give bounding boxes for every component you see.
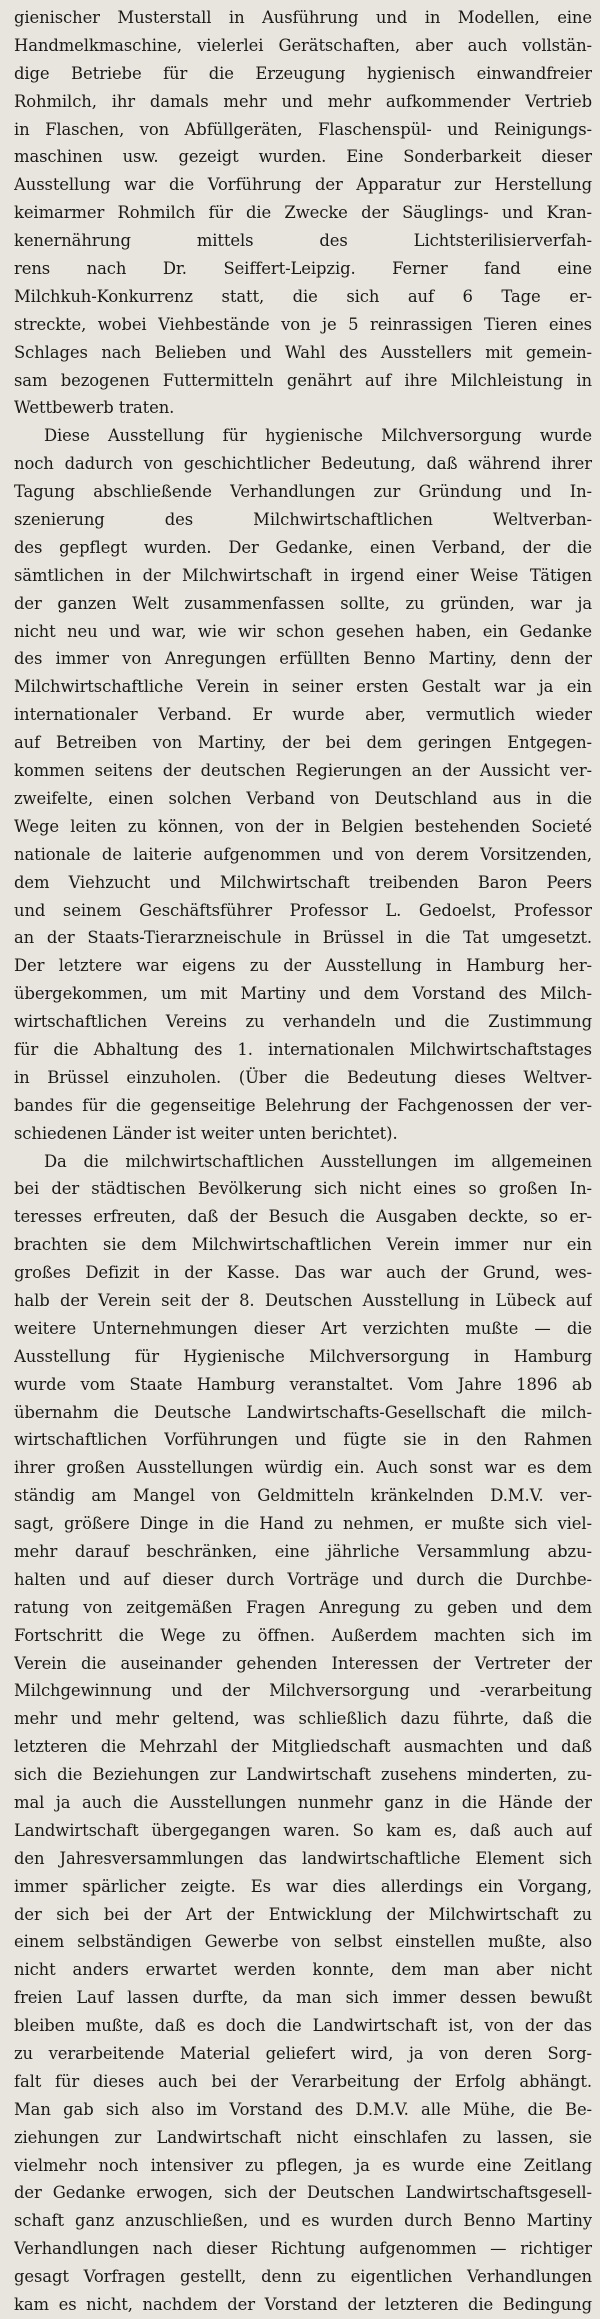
text-line: falt für dieses auch bei der Verarbeitung der Erfolg abhängt. — [14, 2071, 592, 2091]
text-line: weitere Unternehmungen dieser Art verzichten mußte — die — [14, 1318, 592, 1338]
text-line: teresses erfreuten, daß der Besuch die Ausgaben deckte, so er- — [14, 1207, 592, 1227]
text-line: maschinen usw. gezeigt wurden. Eine Sonderbarkeit dieser — [14, 147, 592, 167]
text-line: brachten sie dem Milchwirtschaftlichen Verein immer nur ein — [14, 1235, 592, 1255]
text-line: vielmehr noch intensiver zu pflegen, ja es wurde eine Zeitlang — [14, 2155, 592, 2175]
text-line: internationaler Verband. Er wurde aber, vermutlich wieder — [14, 705, 592, 725]
text-line: dem Viehzucht und Milchwirtschaft treibenden Baron Peers — [14, 872, 592, 892]
text-line: einem selbständigen Gewerbe von selbst einstellen mußte, also — [14, 1932, 592, 1952]
text-line: Milchgewinnung und der Milchversorgung und -verarbeitung — [14, 1681, 592, 1701]
text-line: szenierung des Milchwirtschaftlichen Weltverban- — [14, 510, 592, 530]
text-line: nationale de laiterie aufgenommen und von derem Vorsitzenden, — [14, 844, 592, 864]
text-line: schaft ganz anzuschließen, und es wurden durch Benno Martiny — [14, 2211, 592, 2231]
text-line: und seinem Geschäftsführer Professor L. Gedoelst, Professor — [14, 900, 592, 920]
text-line: Tagung abschließende Verhandlungen zur Gründung und In- — [14, 482, 592, 502]
text-line: Handmelkmaschine, vielerlei Gerätschaften, aber auch vollstän- — [14, 35, 592, 55]
text-line: an der Staats-Tierarzneischule in Brüssel in die Tat umgesetzt. — [14, 928, 592, 948]
text-line: freien Lauf lassen durfte, da man sich immer dessen bewußt — [14, 1988, 592, 2008]
text-line: noch dadurch von geschichtlicher Bedeutung, daß während ihrer — [14, 454, 592, 474]
text-line: ständig am Mangel von Geldmitteln kränkelnden D.M.V. ver- — [14, 1486, 592, 1506]
text-line: Schlages nach Belieben und Wahl des Ausstellers mit gemein- — [14, 342, 592, 362]
paragraph — [14, 422, 592, 1147]
text-line: übergekommen, um mit Martiny und dem Vorstand des Milch- — [14, 984, 592, 1004]
text-line: ratung von zeitgemäßen Fragen Anregung zu geben und dem — [14, 1597, 592, 1617]
text-line: kam es nicht, nachdem der Vorstand der letzteren die Bedingung — [14, 2295, 592, 2315]
text-line: ihrer großen Ausstellungen würdig ein. Auch sonst war es dem — [14, 1458, 592, 1478]
text-line: der sich bei der Art der Entwicklung der Milchwirtschaft zu — [14, 1904, 592, 1924]
text-line: Man gab sich also im Vorstand des D.M.V. alle Mühe, die Be- — [14, 2099, 592, 2119]
text-line: sagt, größere Dinge in die Hand zu nehmen, er mußte sich viel- — [14, 1514, 592, 1534]
text-line: kenernährung mittels des Lichtsterilisierverfah- — [14, 231, 592, 251]
text-line: schiedenen Länder ist weiter unten berichtet). — [14, 1123, 398, 1143]
text-line: Ausstellung für Hygienische Milchversorgung in Hamburg — [14, 1346, 592, 1366]
text-line: Wege leiten zu können, von der in Belgien bestehenden Societé — [14, 816, 592, 836]
paragraph — [14, 1148, 592, 2319]
text-line: Verhandlungen nach dieser Richtung aufgenommen — richtiger — [14, 2239, 592, 2259]
text-line: für die Abhaltung des 1. internationalen Milchwirtschaftstages — [14, 1039, 592, 1059]
text-line: großes Defizit in der Kasse. Das war auch der Grund, wes- — [14, 1263, 592, 1283]
text-line: Da die milchwirtschaftlichen Ausstellungen im allgemeinen — [44, 1151, 592, 1171]
text-line: wirtschaftlichen Vereins zu verhandeln und die Zustimmung — [14, 1012, 592, 1032]
text-line: Milchkuh-Konkurrenz statt, die sich auf 6 Tage er- — [14, 286, 592, 306]
text-line: bleiben mußte, daß es doch die Landwirtschaft ist, von der das — [14, 2016, 592, 2036]
text-line: kommen seitens der deutschen Regierungen an der Aussicht ver- — [14, 761, 592, 781]
text-line: sam bezogenen Futtermitteln genährt auf ihre Milchleistung in — [14, 370, 592, 390]
text-line: ziehungen zur Landwirtschaft nicht einschlafen zu lassen, sie — [14, 2127, 592, 2147]
text-line: nicht neu und war, wie wir schon gesehen haben, ein Gedanke — [14, 621, 592, 641]
text-line: den Jahresversammlungen das landwirtschaftliche Element sich — [14, 1848, 592, 1868]
text-line: zu verarbeitende Material geliefert wird, ja von deren Sorg- — [14, 2044, 592, 2064]
text-line: dige Betriebe für die Erzeugung hygienisch einwandfreier — [14, 63, 592, 83]
text-line: wirtschaftlichen Vorführungen und fügte sie in den Rahmen — [14, 1430, 592, 1450]
text-line: mehr und mehr geltend, was schließlich dazu führte, daß die — [14, 1709, 592, 1729]
text-line: gesagt Vorfragen gestellt, denn zu eigentlichen Verhandlungen — [14, 2267, 592, 2287]
text-line: Fortschritt die Wege zu öffnen. Außerdem machten sich im — [14, 1625, 592, 1645]
text-line: Wettbewerb traten. — [14, 398, 175, 418]
text-line: keimarmer Rohmilch für die Zwecke der Säuglings- und Kran- — [14, 203, 592, 223]
text-line: Diese Ausstellung für hygienische Milchversorgung wurde — [44, 426, 592, 446]
text-line: Der letztere war eigens zu der Ausstellung in Hamburg her- — [14, 956, 592, 976]
text-line: halten und auf dieser durch Vorträge und durch die Durchbe- — [14, 1569, 592, 1589]
text-line: Ausstellung war die Vorführung der Apparatur zur Herstellung — [14, 175, 592, 195]
text-line: in Brüssel einzuholen. (Über die Bedeutung dieses Weltver- — [14, 1067, 592, 1087]
text-line: der ganzen Welt zusammenfassen sollte, zu gründen, war ja — [14, 593, 592, 613]
text-line: Milchwirtschaftliche Verein in seiner ersten Gestalt war ja ein — [14, 677, 592, 697]
text-line: mehr darauf beschränken, eine jährliche Versammlung abzu- — [14, 1541, 592, 1561]
text-line: auf Betreiben von Martiny, der bei dem geringen Entgegen- — [14, 733, 592, 753]
text-line: rens nach Dr. Seiffert-Leipzig. Ferner fand eine — [14, 259, 592, 279]
text-line: wurde vom Staate Hamburg veranstaltet. Vom Jahre 1896 ab — [14, 1374, 592, 1394]
text-line: des gepflegt wurden. Der Gedanke, einen Verband, der die — [14, 537, 592, 557]
text-line: Verein die auseinander gehenden Interessen der Vertreter der — [14, 1653, 592, 1673]
text-line: bei der städtischen Bevölkerung sich nicht eines so großen In- — [14, 1179, 592, 1199]
text-line: nicht anders erwartet werden konnte, dem man aber nicht — [14, 1960, 592, 1980]
text-line: immer spärlicher zeigte. Es war dies allerdings ein Vorgang, — [14, 1876, 592, 1896]
text-line: sich die Beziehungen zur Landwirtschaft zusehens minderten, zu- — [14, 1765, 592, 1785]
text-line: streckte, wobei Viehbestände von je 5 reinrassigen Tieren eines — [14, 314, 592, 334]
text-line: zweifelte, einen solchen Verband von Deutschland aus in die — [14, 788, 592, 808]
text-line: Rohmilch, ihr damals mehr und mehr aufkommender Vertrieb — [14, 91, 592, 111]
text-line: gienischer Musterstall in Ausführung und in Modellen, eine — [14, 8, 592, 27]
text-line: letzteren die Mehrzahl der Mitgliedschaft ausmachten und daß — [14, 1737, 592, 1757]
text-line: bandes für die gegenseitige Belehrung der Fachgenossen der ver- — [14, 1095, 592, 1115]
text-line: der Gedanke erwogen, sich der Deutschen Landwirtschaftsgesell- — [14, 2183, 592, 2203]
text-line: übernahm die Deutsche Landwirtschafts-Gesellschaft die milch- — [14, 1402, 592, 1422]
text-line: sämtlichen in der Milchwirtschaft in irgend einer Weise Tätigen — [14, 565, 592, 585]
text-line: des immer von Anregungen erfüllten Benno Martiny, denn der — [14, 649, 592, 669]
text-line: Landwirtschaft übergegangen waren. So kam es, daß auch auf — [14, 1820, 592, 1840]
text-line: halb der Verein seit der 8. Deutschen Ausstellung in Lübeck auf — [14, 1290, 592, 1310]
text-line: mal ja auch die Ausstellungen nunmehr ganz in die Hände der — [14, 1793, 592, 1812]
text-line: in Flaschen, von Abfüllgeräten, Flaschenspül- und Reinigungs- — [14, 119, 592, 139]
paragraph — [14, 4, 592, 422]
